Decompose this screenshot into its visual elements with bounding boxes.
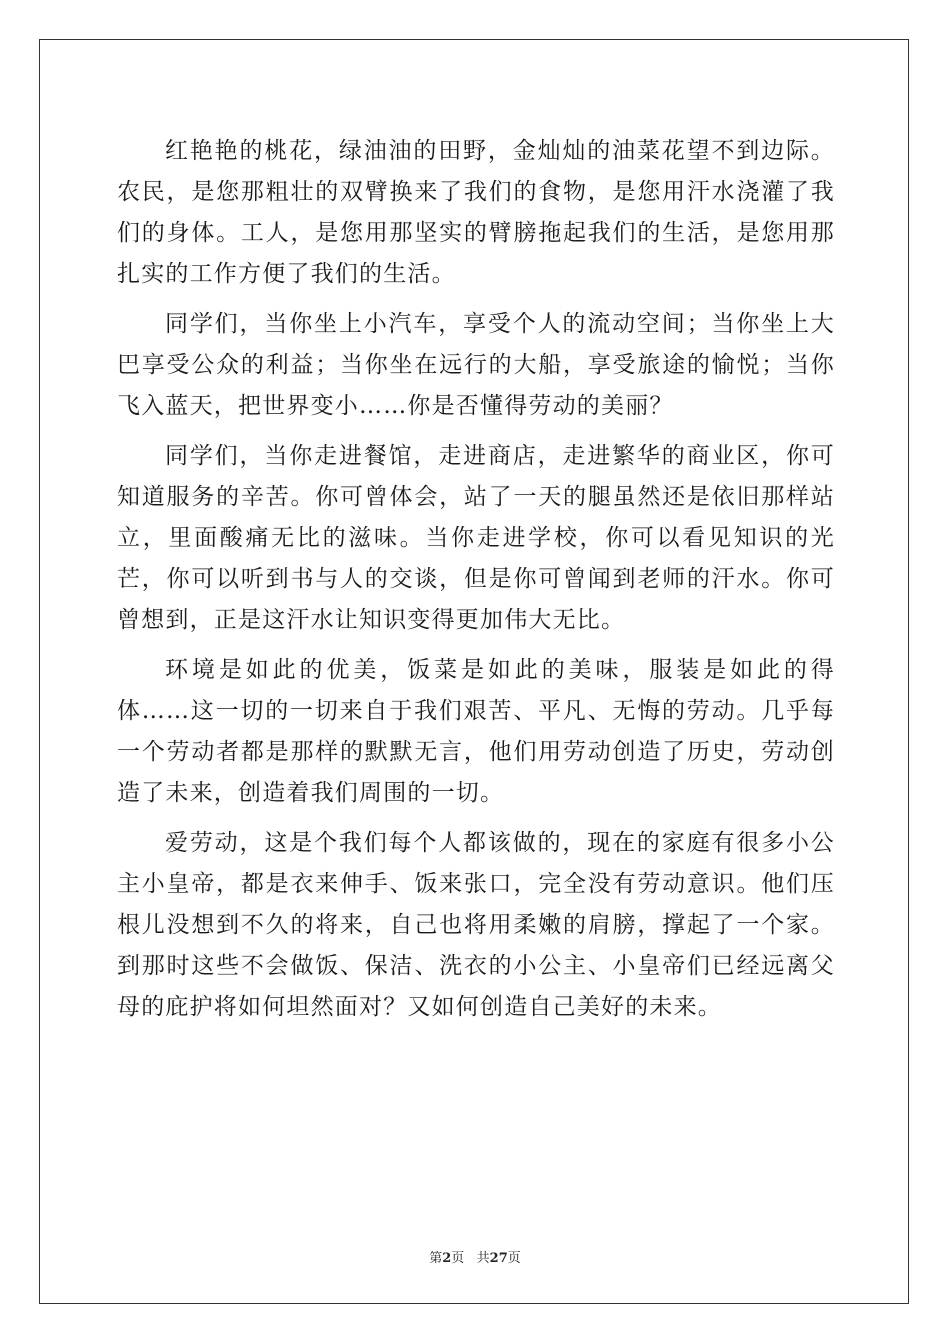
paragraph-5: 爱劳动，这是个我们每个人都该做的，现在的家庭有很多小公主小皇帝，都是衣来伸手、饭来张口，完全没有劳动意识。他们压根儿没想到不久的将来，自己也将用柔嫩的肩膀，撑起了一个家。到那时这些不会做饭、保洁、洗衣的小公主、小皇帝们已经远离父母的庇护将如何坦然面对？又如何创造自己美好的未来。 — [117, 830, 835, 1020]
document-body — [117, 131, 835, 1037]
paragraph-3: 同学们，当你走进餐馆，走进商店，走进繁华的商业区，你可知道服务的辛苦。你可曾体会，站了一天的腿虽然还是依旧那样站立，里面酸痛无比的滋味。当你走进学校，你可以看见知识的光芒，你可以听到书与人的交谈，但是你可曾闻到老师的汗水。你可曾想到，正是这汗水让知识变得更加伟大无比。 — [117, 443, 835, 633]
page-footer — [0, 1247, 950, 1266]
paragraph-2: 同学们，当你坐上小汽车，享受个人的流动空间；当你坐上大巴享受公众的利益；当你坐在远行的大船，享受旅途的愉悦；当你飞入蓝天，把世界变小……你是否懂得劳动的美丽？ — [117, 311, 835, 419]
footer-page-suffix: 页 共 — [451, 1251, 490, 1266]
footer-page-prefix: 第 — [429, 1251, 443, 1266]
footer-page-number: 2 — [442, 1251, 452, 1266]
footer-total-suffix: 页 — [507, 1251, 521, 1266]
paragraph-4: 环境是如此的优美，饭菜是如此的美味，服装是如此的得体……这一切的一切来自于我们艰苦、平凡、无悔的劳动。几乎每一个劳动者都是那样的默默无言，他们用劳动创造了历史，劳动创造了未来，创造着我们周围的一切。 — [117, 657, 835, 806]
footer-total-pages: 27 — [489, 1251, 508, 1266]
paragraph-1: 红艳艳的桃花，绿油油的田野，金灿灿的油菜花望不到边际。农民，是您那粗壮的双臂换来了我们的食物，是您用汗水浇灌了我们的身体。工人，是您用那坚实的臂膀拖起我们的生活，是您用那扎实的工作方便了我们的生活。 — [117, 138, 835, 287]
